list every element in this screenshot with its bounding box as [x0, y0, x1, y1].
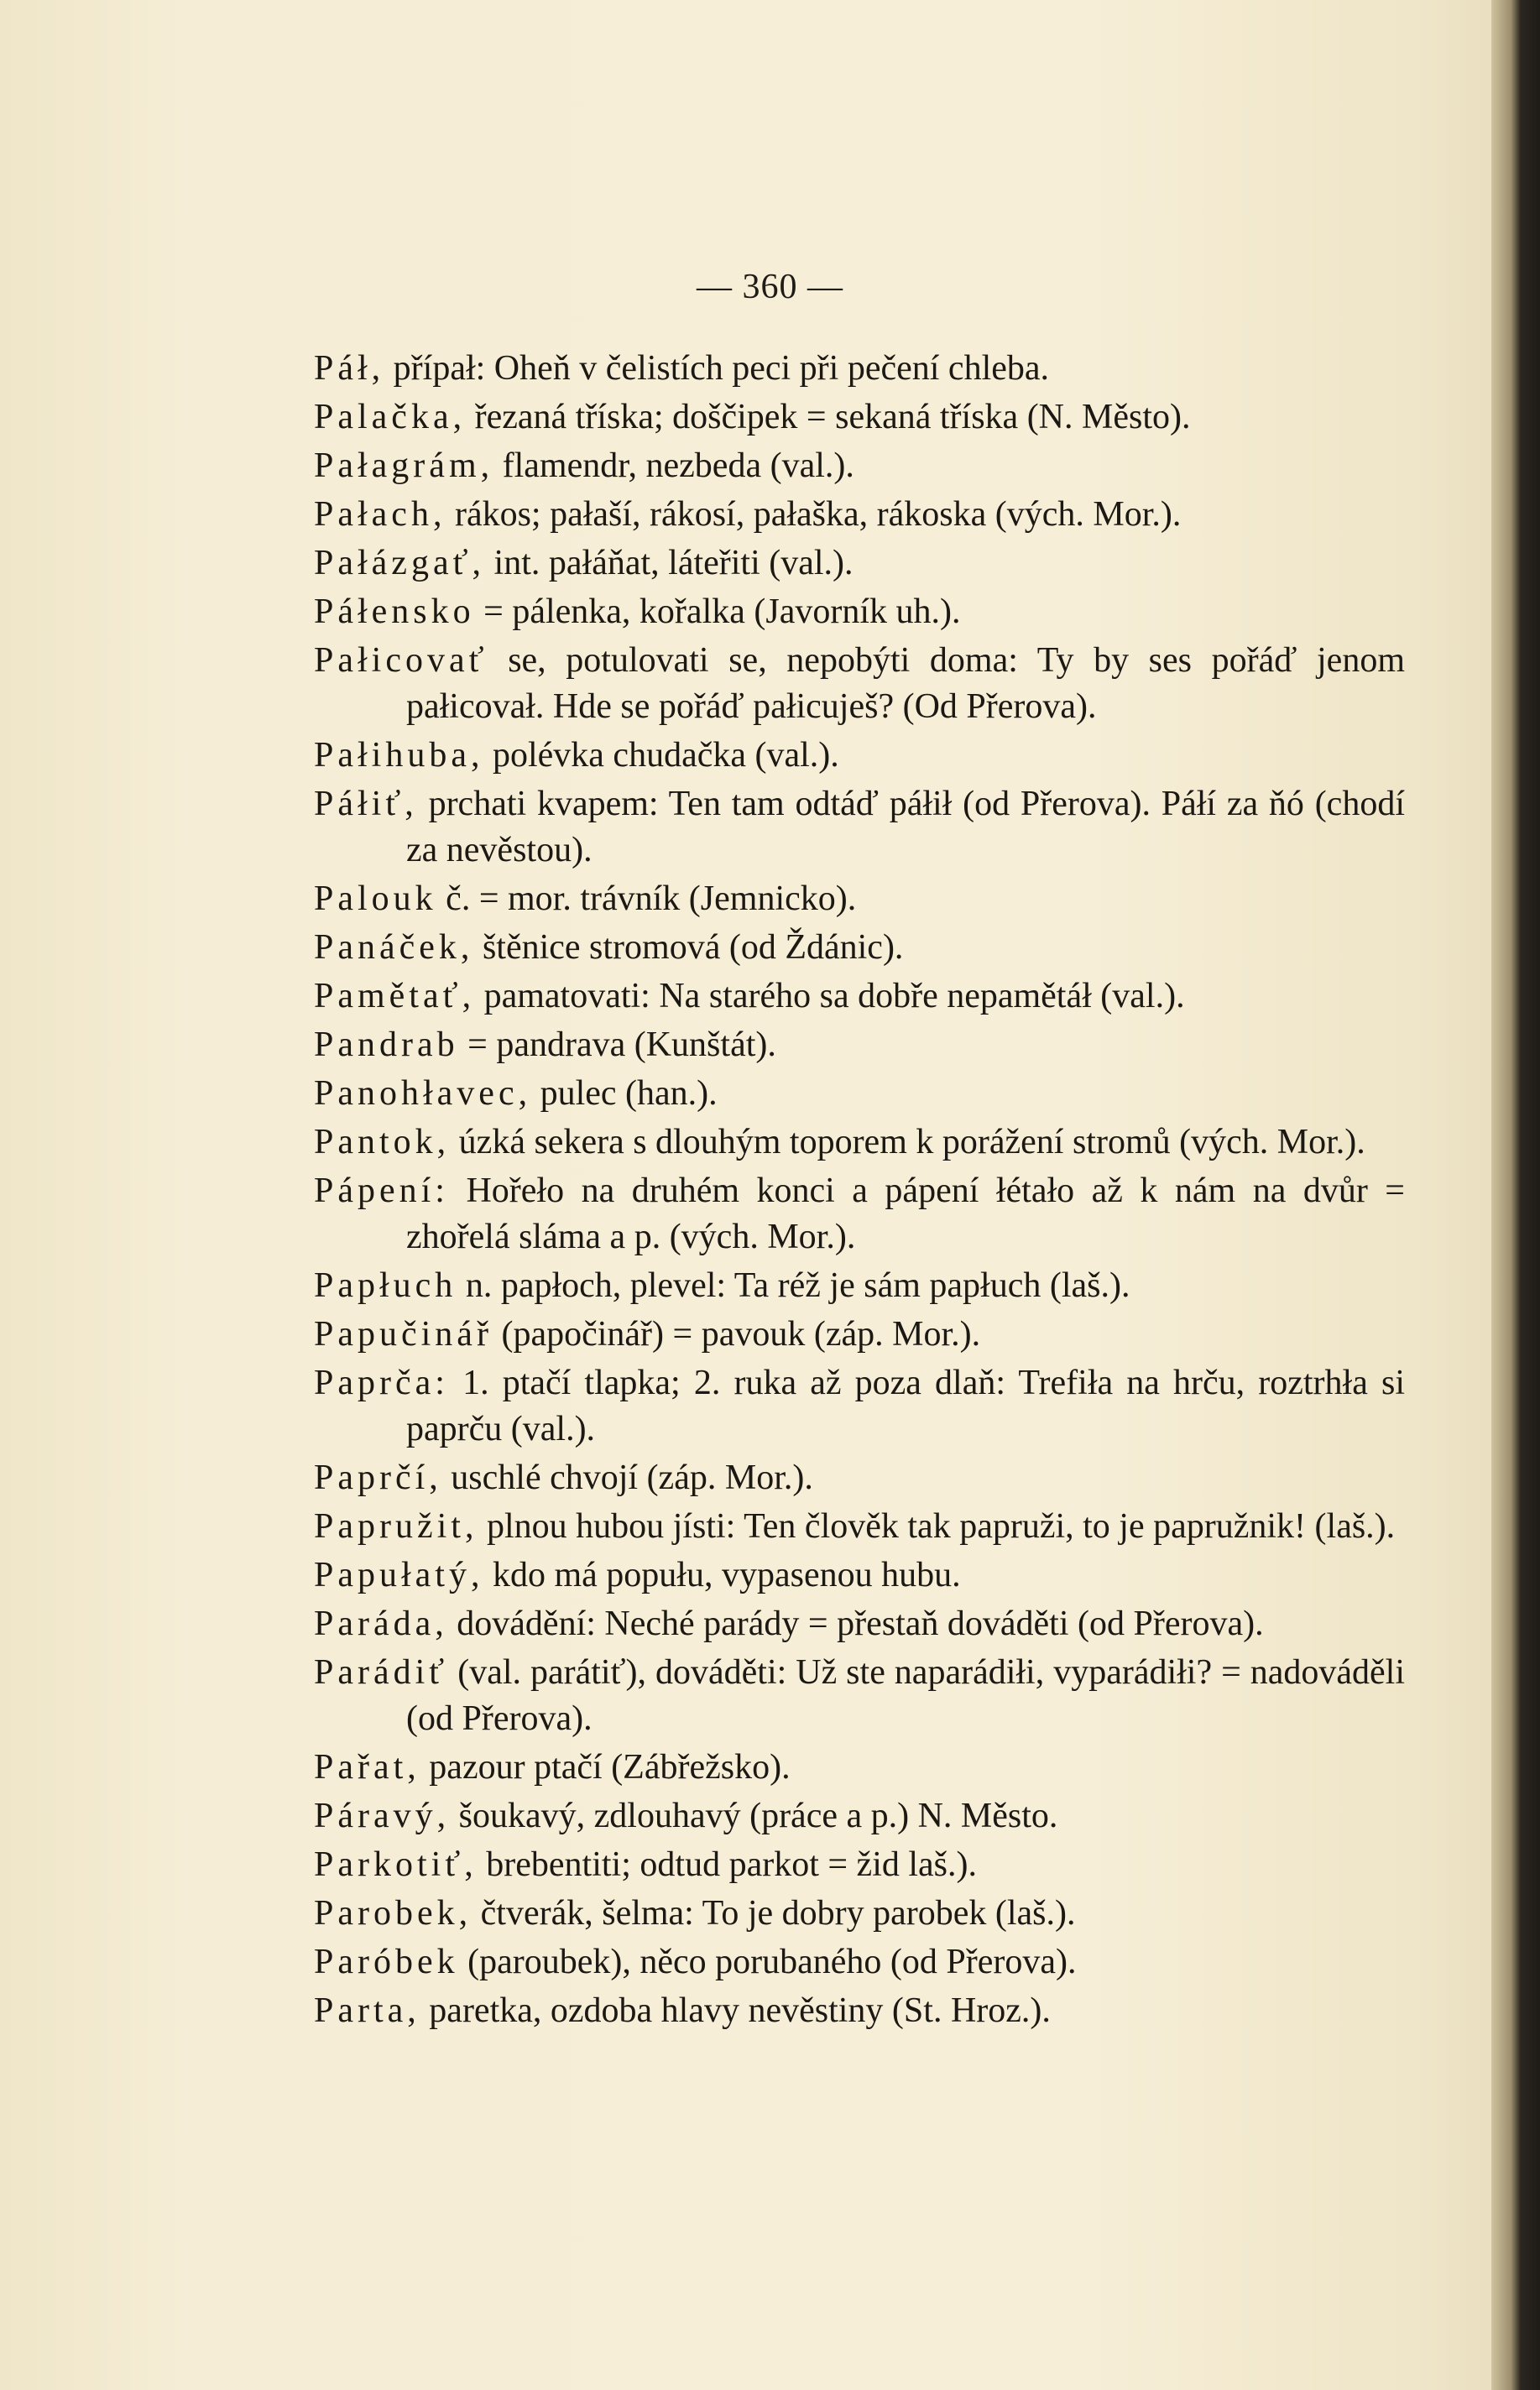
dictionary-entry [314, 973, 1405, 1020]
entry-headword: Parobek, [314, 1894, 472, 1933]
dictionary-entry [314, 1842, 1405, 1888]
page-number: — 360 — [697, 268, 843, 306]
dictionary-entry [314, 492, 1405, 538]
entry-headword: Papułatý, [314, 1556, 484, 1594]
dictionary-entry [314, 876, 1405, 922]
entry-headword: Papłuch [314, 1266, 457, 1305]
entry-definition: štěnice stromová (od Ždánic). [473, 928, 904, 967]
entry-definition: řezaná tříska; doščipek = sekaná tříska (N. Město). [466, 398, 1191, 436]
entry-headword: Páłensko [314, 592, 475, 631]
entry-definition: plnou hubou jísti: Ten člověk tak papruži, to je papružnik! (laš.). [478, 1507, 1396, 1546]
dictionary-entry [314, 346, 1405, 392]
entry-definition: n. papłoch, plevel: Ta réž je sám papłuch (laš.). [457, 1266, 1130, 1305]
entry-headword: Paprčí, [314, 1459, 442, 1497]
dictionary-entry [314, 1552, 1405, 1599]
entry-definition: dovádění: Neché parády = přestaň dováděti (od Přerova). [447, 1605, 1264, 1643]
entry-headword: Panohłavec, [314, 1074, 532, 1113]
dictionary-entry [314, 1988, 1405, 2034]
entry-definition: kdo má popułu, vypasenou hubu. [483, 1556, 961, 1594]
entry-headword: Paráda, [314, 1605, 448, 1643]
entry-headword: Paróbek [314, 1943, 459, 1981]
entry-definition: úzká sekera s dlouhým toporem k porážení stromů (vých. Mor.). [450, 1123, 1365, 1161]
binding-shadow [1491, 0, 1540, 2390]
entry-headword: Páł, [314, 349, 385, 388]
entry-definition: rákos; pałaší, rákosí, pałaška, rákoska (vých. Mor.). [446, 495, 1182, 534]
entry-definition: šoukavý, zdlouhavý (práce a p.) N. Město. [450, 1797, 1058, 1835]
entry-definition: = pandrava (Kunštát). [458, 1025, 776, 1064]
entry-definition: čtverák, šelma: To je dobry parobek (laš.). [472, 1894, 1076, 1933]
entry-headword: Pantok, [314, 1123, 451, 1161]
entry-headword: Papružit, [314, 1507, 478, 1546]
dictionary-entry [314, 1168, 1405, 1260]
dictionary-entry [314, 1891, 1405, 1937]
dictionary-entry [314, 1650, 1405, 1742]
entry-headword: Paprča: [314, 1364, 449, 1402]
entry-definition: brebentiti; odtud parkot = žid laš.). [477, 1845, 977, 1884]
entry-headword: Pałagrám, [314, 446, 494, 485]
entry-definition: se, potulovati se, nepobýti doma: Ty by ses pořáď jenom pałicovał. Hde se pořáď pałicuješ? (Od Přerova). [406, 641, 1405, 726]
dictionary-entry [314, 1071, 1405, 1117]
entry-headword: Papučinář [314, 1315, 493, 1354]
dictionary-entry [314, 589, 1405, 635]
entry-headword: Pałach, [314, 495, 446, 534]
entry-headword: Pałihuba, [314, 736, 484, 775]
dictionary-entry [314, 1360, 1405, 1453]
dictionary-entry [314, 540, 1405, 587]
dictionary-entry [314, 1312, 1405, 1358]
entry-headword: Palouk [314, 879, 437, 918]
entry-definition: int. pałáňat, láteřiti (val.). [485, 544, 854, 582]
entry-headword: Pandrab [314, 1025, 459, 1064]
entry-definition: (val. parátiť), dováděti: Už ste naparádiłi, vyparádiłi? = nadováděli (od Přerova). [406, 1653, 1405, 1738]
entry-definition: přípał: Oheň v čelistích peci při pečení chleba. [384, 349, 1050, 388]
entry-headword: Palačka, [314, 398, 467, 436]
entry-definition: (paroubek), něco porubaného (od Přerova). [458, 1943, 1077, 1981]
dictionary-entry [314, 394, 1405, 441]
dictionary-entry [314, 1504, 1405, 1550]
entry-definition: č. = mor. trávník (Jemnicko). [436, 879, 857, 918]
entry-definition: 1. ptačí tlapka; 2. ruka až poza dlaň: Trefiła na hrču, roztrhła si paprču (val.). [406, 1364, 1405, 1448]
entry-headword: Páłiť, [314, 785, 418, 823]
entry-headword: Panáček, [314, 928, 474, 967]
dictionary-entries [314, 346, 1405, 2037]
entry-definition: paretka, ozdoba hlavy nevěstiny (St. Hroz.). [420, 1991, 1051, 2030]
entry-definition: pulec (han.). [531, 1074, 718, 1113]
dictionary-entry [314, 1939, 1405, 1986]
entry-definition: Hořeło na druhém konci a pápení łétało až k nám na dvůr = zhořelá sláma a p. (vých. Mor.). [406, 1172, 1405, 1256]
dictionary-entry [314, 1601, 1405, 1647]
entry-definition: polévka chudačka (val.). [483, 736, 839, 775]
entry-definition: pamatovati: Na starého sa dobře nepamětáł (val.). [475, 977, 1185, 1015]
dictionary-entry [314, 733, 1405, 779]
entry-headword: Parta, [314, 1991, 420, 2030]
entry-headword: Pařat, [314, 1748, 420, 1787]
entry-headword: Pałázgať, [314, 544, 486, 582]
entry-headword: Parkotiť, [314, 1845, 478, 1884]
dictionary-entry [314, 638, 1405, 730]
dictionary-entry [314, 443, 1405, 489]
entry-headword: Pałicovať [314, 641, 488, 680]
entry-definition: flamendr, nezbeda (val.). [493, 446, 854, 485]
dictionary-entry [314, 1022, 1405, 1068]
dictionary-entry [314, 781, 1405, 874]
entry-definition: = pálenka, kořalka (Javorník uh.). [474, 592, 961, 631]
entry-headword: Páravý, [314, 1797, 451, 1835]
dictionary-entry [314, 1263, 1405, 1309]
dictionary-entry [314, 1119, 1405, 1166]
dictionary-entry [314, 925, 1405, 971]
entry-definition: prchati kvapem: Ten tam odtáď páłił (od Přerova). Páłí za ňó (chodí za nevěstou). [406, 785, 1405, 869]
entry-definition: pazour ptačí (Zábřežsko). [420, 1748, 791, 1787]
entry-definition: uschlé chvojí (záp. Mor.). [441, 1459, 813, 1497]
dictionary-entry [314, 1745, 1405, 1791]
dictionary-entry [314, 1455, 1405, 1501]
entry-definition: (papočinář) = pavouk (záp. Mor.). [492, 1315, 981, 1354]
entry-headword: Pápení: [314, 1172, 449, 1210]
entry-headword: Parádiť [314, 1653, 449, 1692]
dictionary-entry [314, 1793, 1405, 1839]
entry-headword: Pamětať, [314, 977, 476, 1015]
